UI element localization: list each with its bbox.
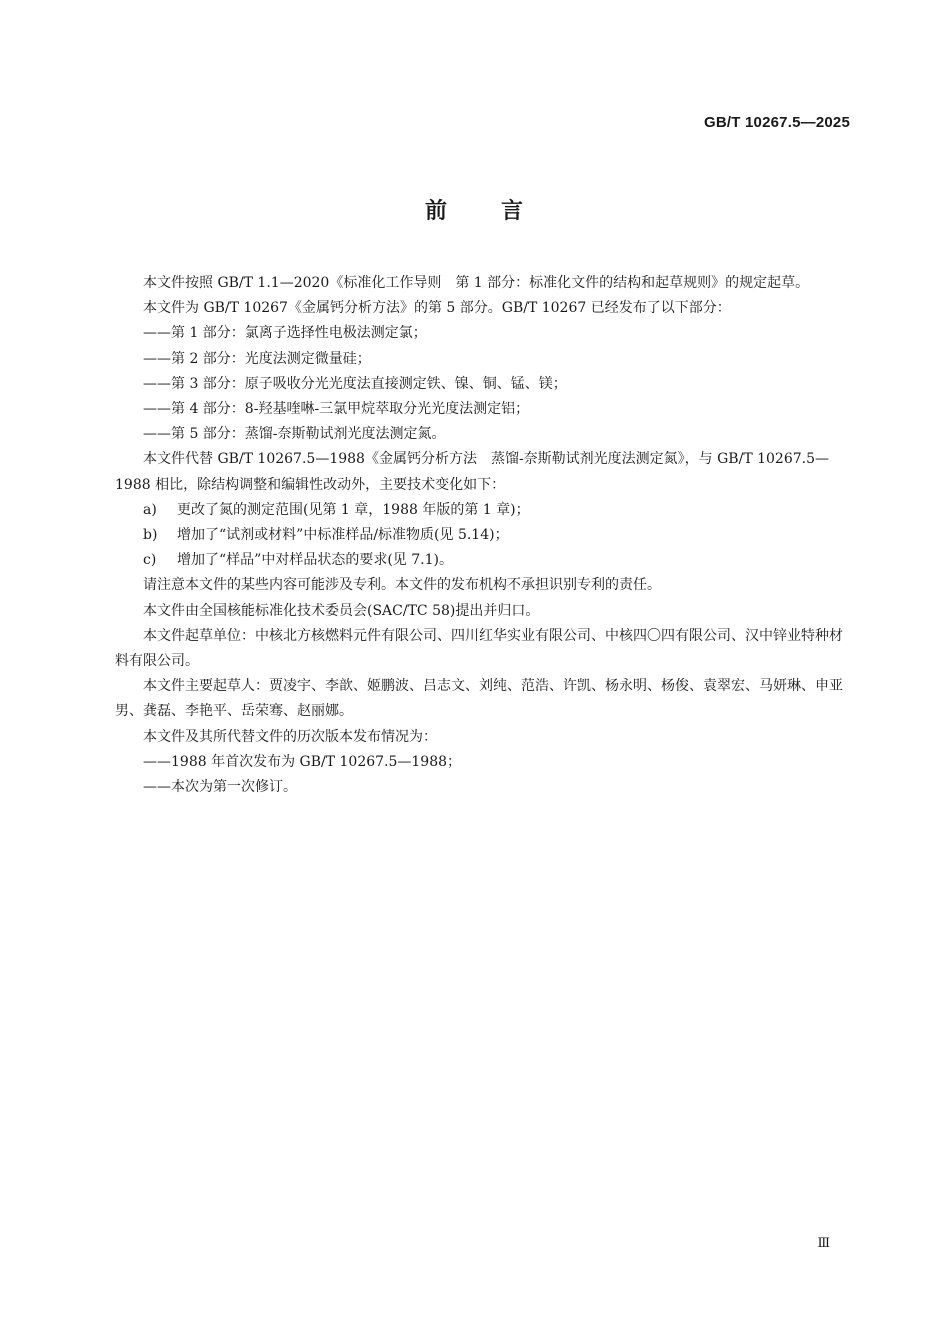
part-list-item: ——第 3 部分：原子吸收分光光度法直接测定铁、镍、铜、锰、镁；	[143, 375, 567, 392]
paragraph-drafting-units: 本文件起草单位：中核北方核燃料元件有限公司、四川红华实业有限公司、中核四〇四有限公司、汉中锌业特种材料有限公司。	[115, 627, 843, 670]
foreword-body	[115, 271, 850, 800]
change-list-item	[115, 523, 850, 548]
standard-code: GB/T 10267.5—2025	[704, 114, 850, 131]
history-list-item: ——1988 年首次发布为 GB/T 10267.5—1988；	[143, 753, 462, 770]
title-char-2: 言	[501, 199, 526, 224]
page-title	[0, 194, 950, 225]
part-list-item: ——第 5 部分：蒸馏-奈斯勒试剂光度法测定氮。	[143, 426, 446, 443]
change-label: b)	[143, 527, 158, 544]
change-label: a)	[143, 501, 157, 518]
paragraph-history-intro: 本文件及其所代替文件的历次版本发布情况为：	[143, 728, 437, 745]
change-text: 更改了氮的测定范围(见第 1 章，1988 年版的第 1 章)；	[177, 501, 530, 518]
history-list-item: ——本次为第一次修订。	[143, 779, 297, 796]
change-text: 增加了“样品”中对样品状态的要求(见 7.1)。	[177, 552, 453, 569]
change-list-item	[115, 498, 850, 523]
part-list-item: ——第 1 部分：氯离子选择性电极法测定氯；	[143, 325, 427, 342]
paragraph-proposer: 本文件由全国核能标准化技术委员会(SAC/TC 58)提出并归口。	[143, 602, 540, 619]
paragraph-part-of-series: 本文件为 GB/T 10267《金属钙分析方法》的第 5 部分。GB/T 10267 已经发布了以下部分：	[143, 300, 731, 317]
paragraph-drafters: 本文件主要起草人：贾凌宇、李歆、姬鹏波、吕志文、刘纯、范浩、许凯、杨永明、杨俊、袁翠宏、马妍琳、申亚男、龚磊、李艳平、岳荣骞、赵丽娜。	[115, 678, 843, 720]
part-list-item: ——第 4 部分：8-羟基喹啉-三氯甲烷萃取分光光度法测定铝；	[143, 401, 530, 418]
title-char-1: 前	[424, 199, 449, 224]
change-label: c)	[143, 552, 157, 569]
page-number: Ⅲ	[817, 1236, 830, 1251]
paragraph-drafting-rules: 本文件按照 GB/T 1.1—2020《标准化工作导则 第 1 部分：标准化文件的结构和起草规则》的规定起草。	[143, 275, 810, 291]
change-list-item	[115, 548, 850, 573]
part-list-item: ——第 2 部分：光度法测定微量硅；	[143, 350, 371, 367]
paragraph-replacement: 本文件代替 GB/T 10267.5—1988《金属钙分析方法 蒸馏-奈斯勒试剂光度法测定氮》，与 GB/T 10267.5—1988 相比，除结构调整和编辑性改动外，主要技术变化如下：	[115, 451, 829, 493]
paragraph-patent-notice: 请注意本文件的某些内容可能涉及专利。本文件的发布机构不承担识别专利的责任。	[143, 577, 661, 594]
change-text: 增加了“试剂或材料”中标准样品/标准物质(见 5.14)；	[177, 527, 509, 544]
